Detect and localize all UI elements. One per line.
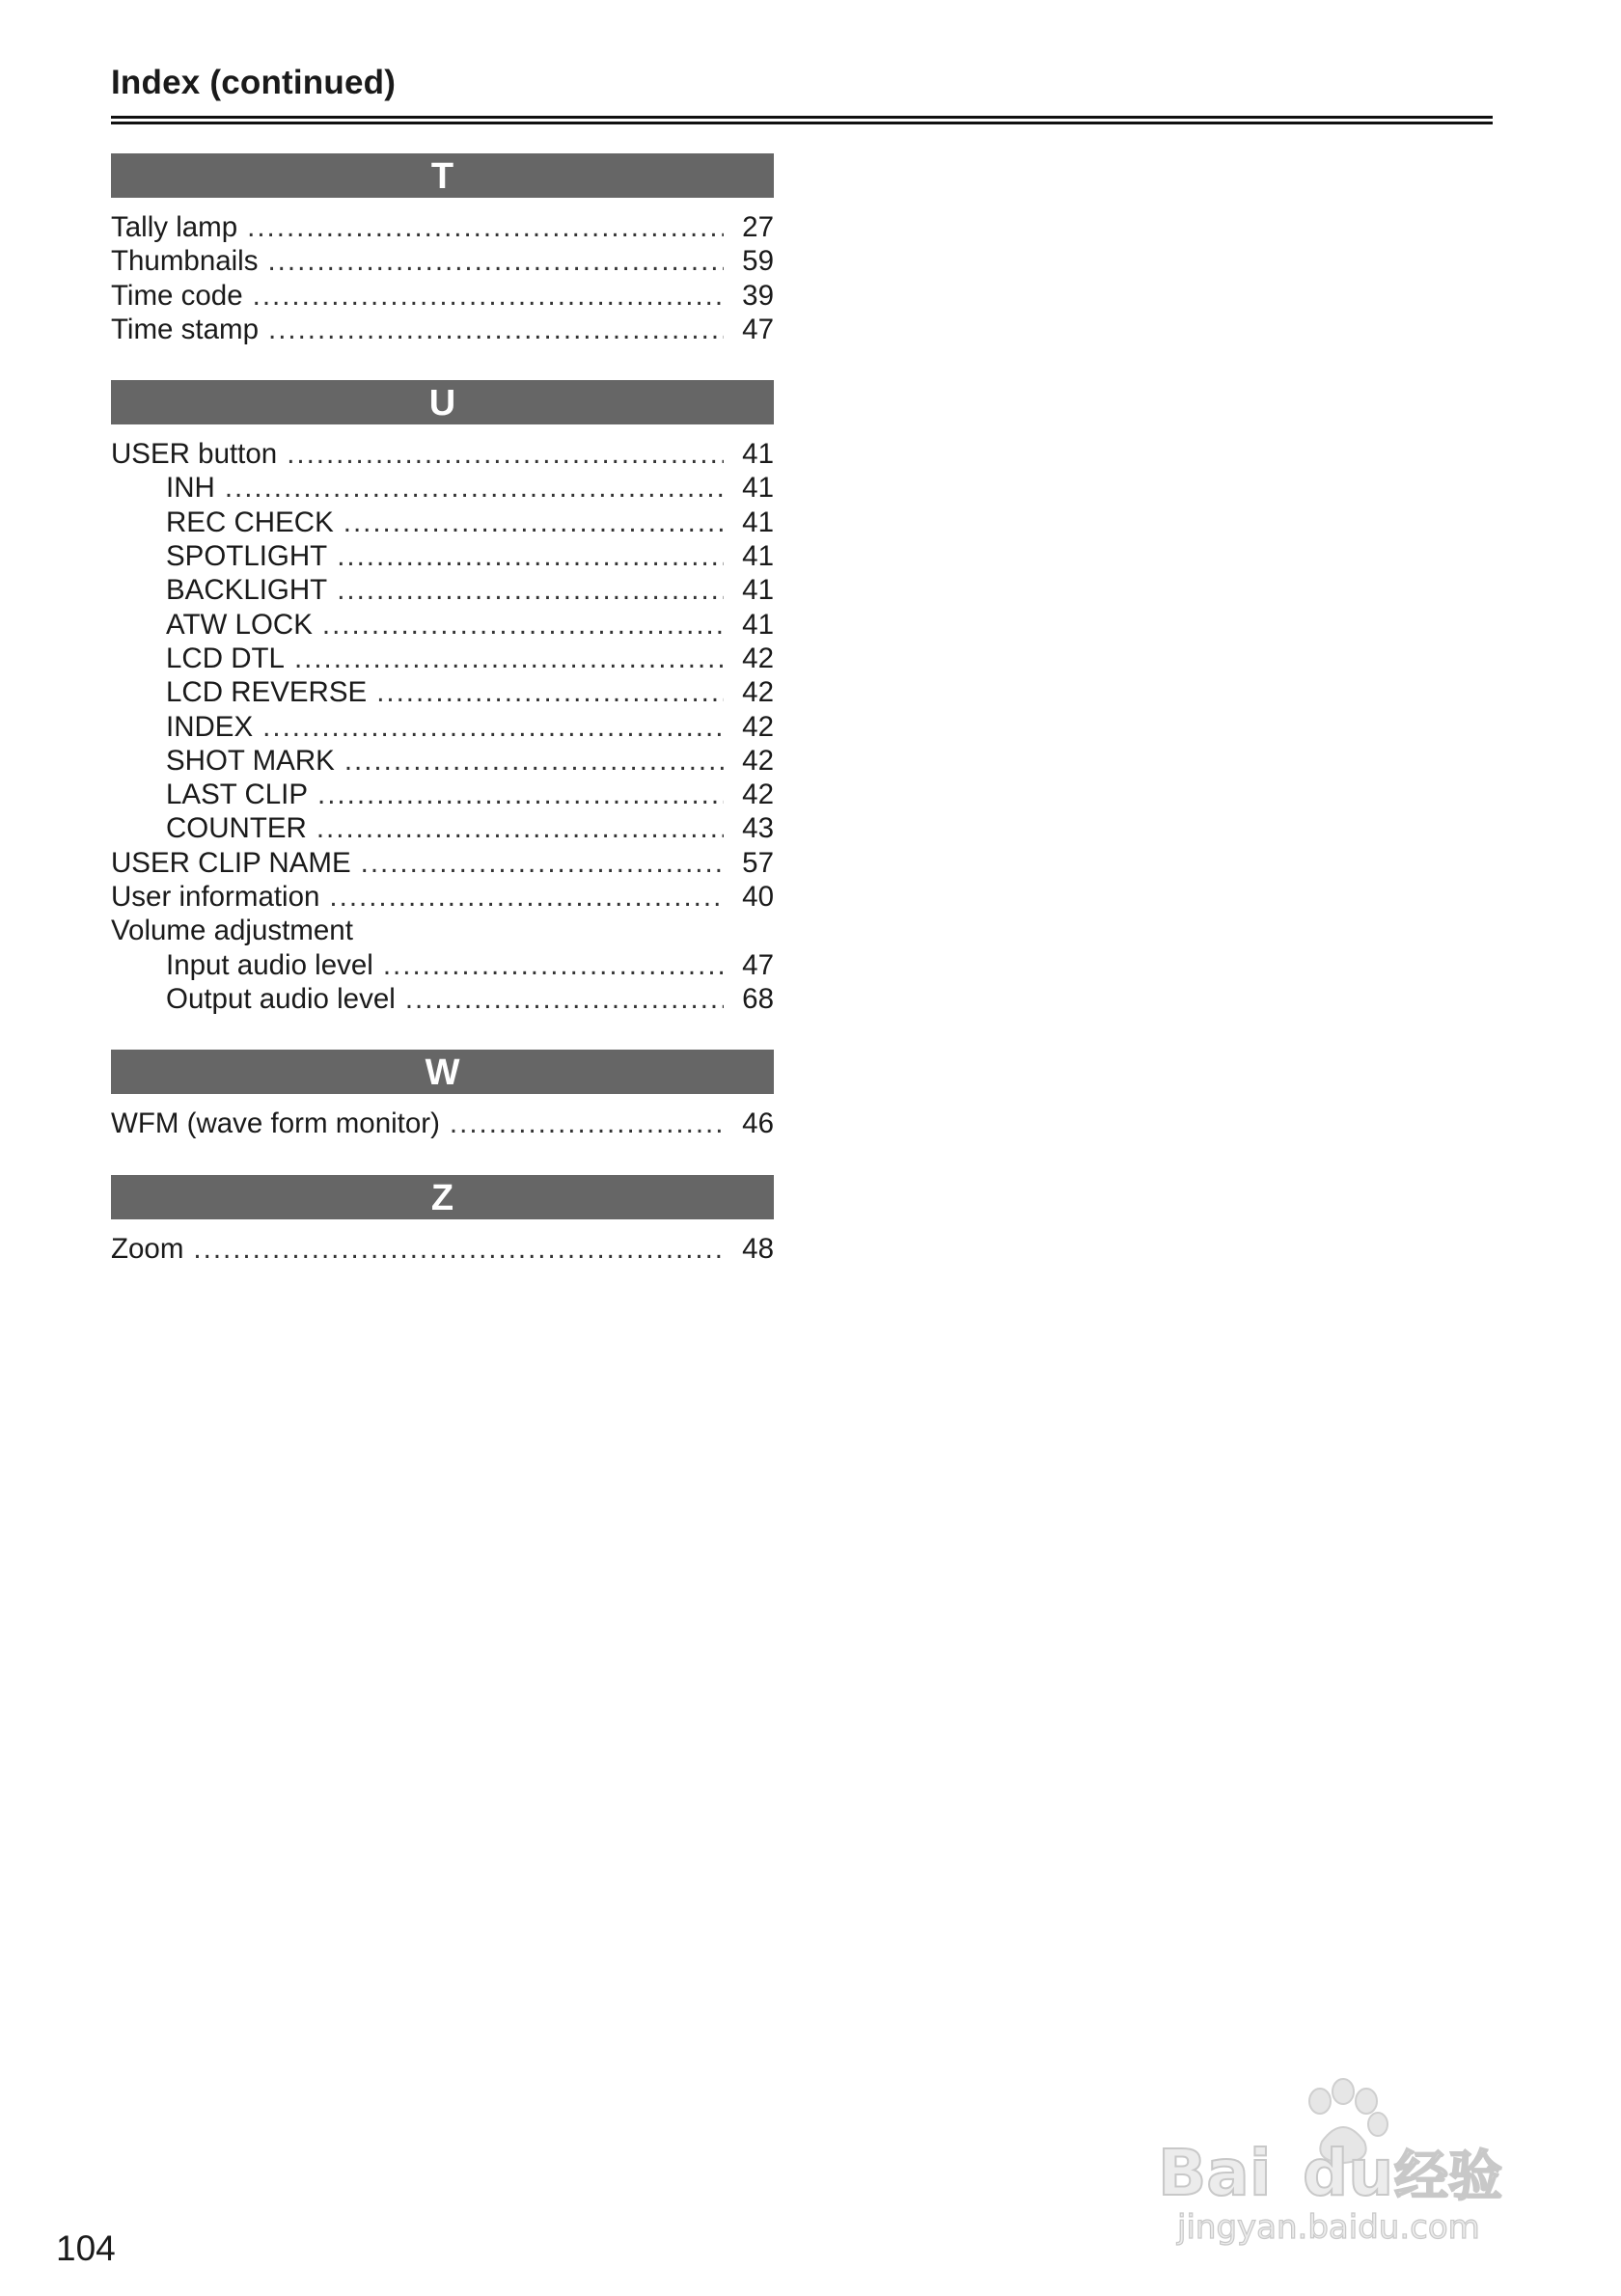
index-subentry (111, 812, 774, 846)
entry-term: Volume adjustment (111, 915, 353, 947)
index-section-t (111, 153, 774, 347)
dot-leader (253, 280, 724, 313)
dot-leader (383, 949, 724, 982)
entry-page-number: 41 (742, 506, 774, 538)
entry-page-number: 40 (742, 881, 774, 914)
index-subentry (111, 949, 774, 983)
index-entry (111, 881, 774, 915)
section-header-letter: W (111, 1050, 774, 1094)
index-entry (111, 847, 774, 881)
svg-text:du: du (1303, 2136, 1394, 2210)
dot-leader (262, 711, 724, 744)
entry-term: Zoom (111, 1232, 184, 1265)
title-double-rule (111, 116, 1493, 124)
index-entry (111, 280, 774, 314)
dot-leader (287, 438, 724, 471)
index-subentry (111, 676, 774, 710)
index-subentry (111, 574, 774, 608)
entry-page-number: 41 (742, 608, 774, 641)
index-entry (111, 1107, 774, 1141)
index-subentry (111, 711, 774, 745)
entry-page-number: 59 (742, 245, 774, 278)
entry-term: LAST CLIP (166, 779, 309, 811)
entry-term: SPOTLIGHT (166, 540, 328, 573)
entry-page-number: 39 (742, 279, 774, 312)
dot-leader (450, 1107, 724, 1140)
index-subentry (111, 472, 774, 506)
index-subentry (111, 642, 774, 676)
dot-leader (294, 642, 724, 675)
entry-term: LCD DTL (166, 642, 285, 674)
dot-leader (337, 540, 724, 573)
svg-text:经验: 经验 (1394, 2146, 1502, 2208)
entry-page-number: 41 (742, 540, 774, 573)
entry-term: ATW LOCK (166, 608, 313, 641)
svg-text:Bai: Bai (1158, 2136, 1272, 2210)
section-header-letter: U (111, 380, 774, 424)
entry-term: USER CLIP NAME (111, 846, 351, 879)
index-section-u (111, 380, 774, 1017)
entry-page-number: 42 (742, 642, 774, 674)
entry-term: WFM (wave form monitor) (111, 1107, 440, 1140)
dot-leader (247, 211, 724, 244)
dot-leader (376, 676, 724, 709)
page-title: Index (continued) (111, 64, 397, 101)
entry-term: Time stamp (111, 313, 259, 345)
entry-page-number: 46 (742, 1107, 774, 1140)
index-subentry (111, 983, 774, 1017)
index-subentry (111, 506, 774, 540)
section-header-letter: T (111, 153, 774, 198)
entry-term: LCD REVERSE (166, 676, 368, 709)
entry-term: Tally lamp (111, 211, 238, 243)
entry-term: Input audio level (166, 948, 373, 981)
entry-page-number: 27 (742, 211, 774, 243)
dot-leader (343, 506, 724, 539)
entry-term: Thumbnails (111, 245, 259, 278)
index-entry (111, 211, 774, 245)
dot-leader (193, 1233, 724, 1266)
entry-term: COUNTER (166, 812, 307, 845)
entry-term: USER button (111, 438, 278, 471)
index-subentry (111, 779, 774, 812)
entry-page-number: 68 (742, 982, 774, 1015)
dot-leader (405, 983, 724, 1016)
entry-term: Output audio level (166, 982, 396, 1015)
dot-leader (317, 779, 724, 811)
entry-page-number: 47 (742, 313, 774, 345)
index-subentry (111, 745, 774, 779)
entry-term: SHOT MARK (166, 744, 335, 777)
entry-page-number: 41 (742, 438, 774, 471)
index-entry (111, 438, 774, 472)
index-subentry (111, 609, 774, 642)
dot-leader (322, 609, 724, 642)
entry-term: BACKLIGHT (166, 574, 328, 607)
index-entry (111, 245, 774, 279)
section-header-letter: Z (111, 1175, 774, 1219)
index-column (111, 153, 774, 1299)
dot-leader (316, 812, 724, 845)
entry-term: User information (111, 881, 320, 914)
index-entry (111, 1233, 774, 1267)
entry-term: INH (166, 472, 215, 505)
entry-page-number: 47 (742, 948, 774, 981)
entry-page-number: 43 (742, 812, 774, 845)
index-entry (111, 915, 774, 948)
entry-page-number: 41 (742, 574, 774, 607)
index-entry (111, 314, 774, 347)
baidu-jingyan-watermark-logo (1158, 2074, 1544, 2248)
entry-term: REC CHECK (166, 506, 334, 538)
dot-leader (329, 881, 724, 914)
watermark-url-text: jingyan.baidu.com (1177, 2208, 1480, 2247)
entry-term: INDEX (166, 710, 254, 743)
index-section-w (111, 1050, 774, 1141)
entry-page-number: 42 (742, 676, 774, 709)
dot-leader (267, 245, 724, 278)
entry-page-number: 42 (742, 710, 774, 743)
dot-leader (268, 314, 724, 346)
entry-page-number: 57 (742, 846, 774, 879)
dot-leader (225, 472, 724, 505)
dot-leader (361, 847, 724, 880)
entry-term: Time code (111, 279, 243, 312)
entry-page-number: 48 (742, 1232, 774, 1265)
page-number: 104 (56, 2228, 116, 2268)
dot-leader (344, 745, 724, 778)
entry-page-number: 42 (742, 744, 774, 777)
index-subentry (111, 540, 774, 574)
entry-page-number: 41 (742, 472, 774, 505)
index-section-z (111, 1175, 774, 1267)
entry-page-number: 42 (742, 779, 774, 811)
dot-leader (337, 574, 724, 607)
